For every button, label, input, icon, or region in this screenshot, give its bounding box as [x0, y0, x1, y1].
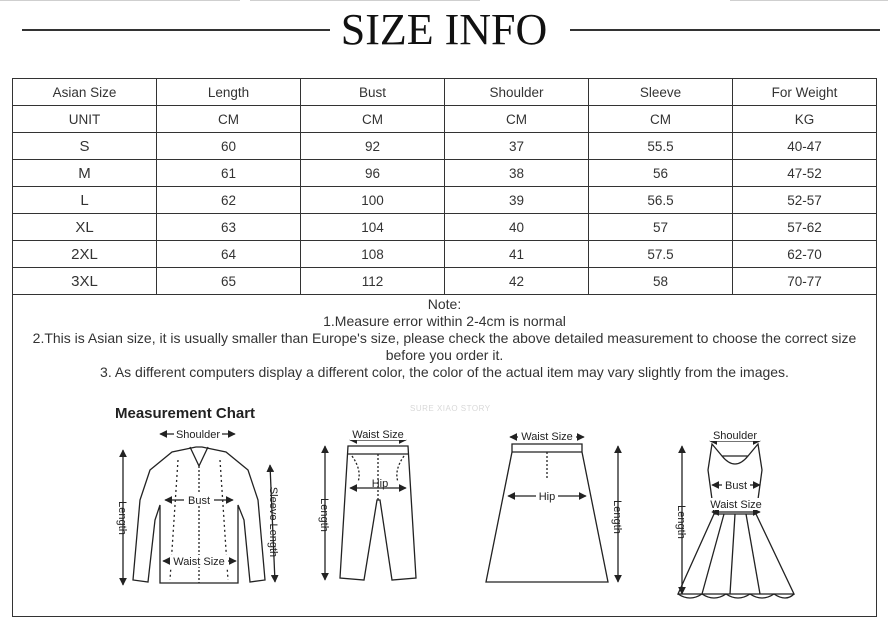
table-cell: 65	[157, 268, 301, 295]
table-cell: 57	[589, 214, 733, 241]
table-cell: 104	[301, 214, 445, 241]
dress-bust-label: Bust	[724, 480, 748, 492]
unit-cell: CM	[301, 106, 445, 133]
table-cell: 37	[445, 133, 589, 160]
table-cell: 40-47	[733, 133, 877, 160]
pants-pocket-right	[397, 456, 404, 482]
size-cell: S	[13, 133, 157, 160]
header-cell: Shoulder	[445, 79, 589, 106]
shirt-shoulder-label: Shoulder	[175, 429, 221, 441]
size-cell: M	[13, 160, 157, 187]
skirt-drawing	[486, 437, 618, 582]
table-cell: 57.5	[589, 241, 733, 268]
size-cell: 3XL	[13, 268, 157, 295]
unit-cell: CM	[589, 106, 733, 133]
table-cell: 58	[589, 268, 733, 295]
pants-hip-label: Hip	[371, 478, 389, 490]
size-cell: 2XL	[13, 241, 157, 268]
dress-pleat-1	[702, 514, 724, 594]
skirt-hip-label: Hip	[538, 491, 556, 503]
header-cell: For Weight	[733, 79, 877, 106]
unit-cell: CM	[445, 106, 589, 133]
note-line-3: 3. As different computers display a different color, the color of the actual item may vary slightly from the images.	[100, 364, 789, 380]
pants-drawing	[325, 440, 416, 580]
unit-cell: KG	[733, 106, 877, 133]
shirt-bust-label: Bust	[187, 495, 211, 507]
table-cell: 96	[301, 160, 445, 187]
dress-length-label: Length	[675, 505, 687, 539]
page-title: SIZE INFO	[340, 5, 548, 54]
table-cell: 55.5	[589, 133, 733, 160]
header-cell: Length	[157, 79, 301, 106]
table-cell: 61	[157, 160, 301, 187]
header-cell: Sleeve	[589, 79, 733, 106]
table-cell: 64	[157, 241, 301, 268]
unit-cell: CM	[157, 106, 301, 133]
note-line-2: 2.This is Asian size, it is usually smaller than Europe's size, please check the above detailed measurement to choose the correct size before you order it.	[32, 330, 857, 363]
table-cell: 62-70	[733, 241, 877, 268]
dress-waist-label: Waist Size	[710, 499, 762, 511]
table-cell: 47-52	[733, 160, 877, 187]
dress-pleat-3	[746, 514, 760, 594]
table-cell: 108	[301, 241, 445, 268]
table-cell: 56	[589, 160, 733, 187]
size-cell: L	[13, 187, 157, 214]
table-cell: 57-62	[733, 214, 877, 241]
table-cell: 39	[445, 187, 589, 214]
table-cell: 112	[301, 268, 445, 295]
size-cell: XL	[13, 214, 157, 241]
table-cell: 100	[301, 187, 445, 214]
pants-waist-label: Waist Size	[352, 429, 404, 441]
table-cell: 52-57	[733, 187, 877, 214]
table-cell: 41	[445, 241, 589, 268]
dress-drawing	[678, 441, 794, 598]
table-cell: 70-77	[733, 268, 877, 295]
pants-pocket-left	[352, 456, 359, 482]
table-cell: 38	[445, 160, 589, 187]
header-cell: Asian Size	[13, 79, 157, 106]
shirt-collar	[190, 447, 208, 466]
table-cell: 63	[157, 214, 301, 241]
notes-heading: Note:	[427, 296, 462, 312]
table-cell: 56.5	[589, 187, 733, 214]
measurement-chart-title: Measurement Chart	[115, 405, 256, 422]
unit-cell: UNIT	[13, 106, 157, 133]
shirt-sleeve-label: Sleeve Length	[267, 486, 279, 558]
note-line-1: 1.Measure error within 2-4cm is normal	[323, 313, 566, 329]
table-cell: 92	[301, 133, 445, 160]
table-cell: 62	[157, 187, 301, 214]
header-cell: Bust	[301, 79, 445, 106]
pants-length-label: Length	[318, 498, 330, 532]
table-cell: 40	[445, 214, 589, 241]
dress-shoulder-label: Shoulder	[712, 430, 758, 442]
dress-neckline	[722, 456, 748, 464]
dress-pleat-2	[730, 514, 735, 594]
table-cell: 60	[157, 133, 301, 160]
shirt-waist-label: Waist Size	[173, 556, 225, 568]
skirt-length-label: Length	[611, 500, 623, 534]
skirt-waist-label: Waist Size	[521, 431, 573, 443]
dress-skirt	[678, 514, 794, 594]
shirt-length-label: Length	[116, 501, 128, 535]
table-cell: 42	[445, 268, 589, 295]
watermark: SURE XIAO STORY	[410, 404, 491, 413]
